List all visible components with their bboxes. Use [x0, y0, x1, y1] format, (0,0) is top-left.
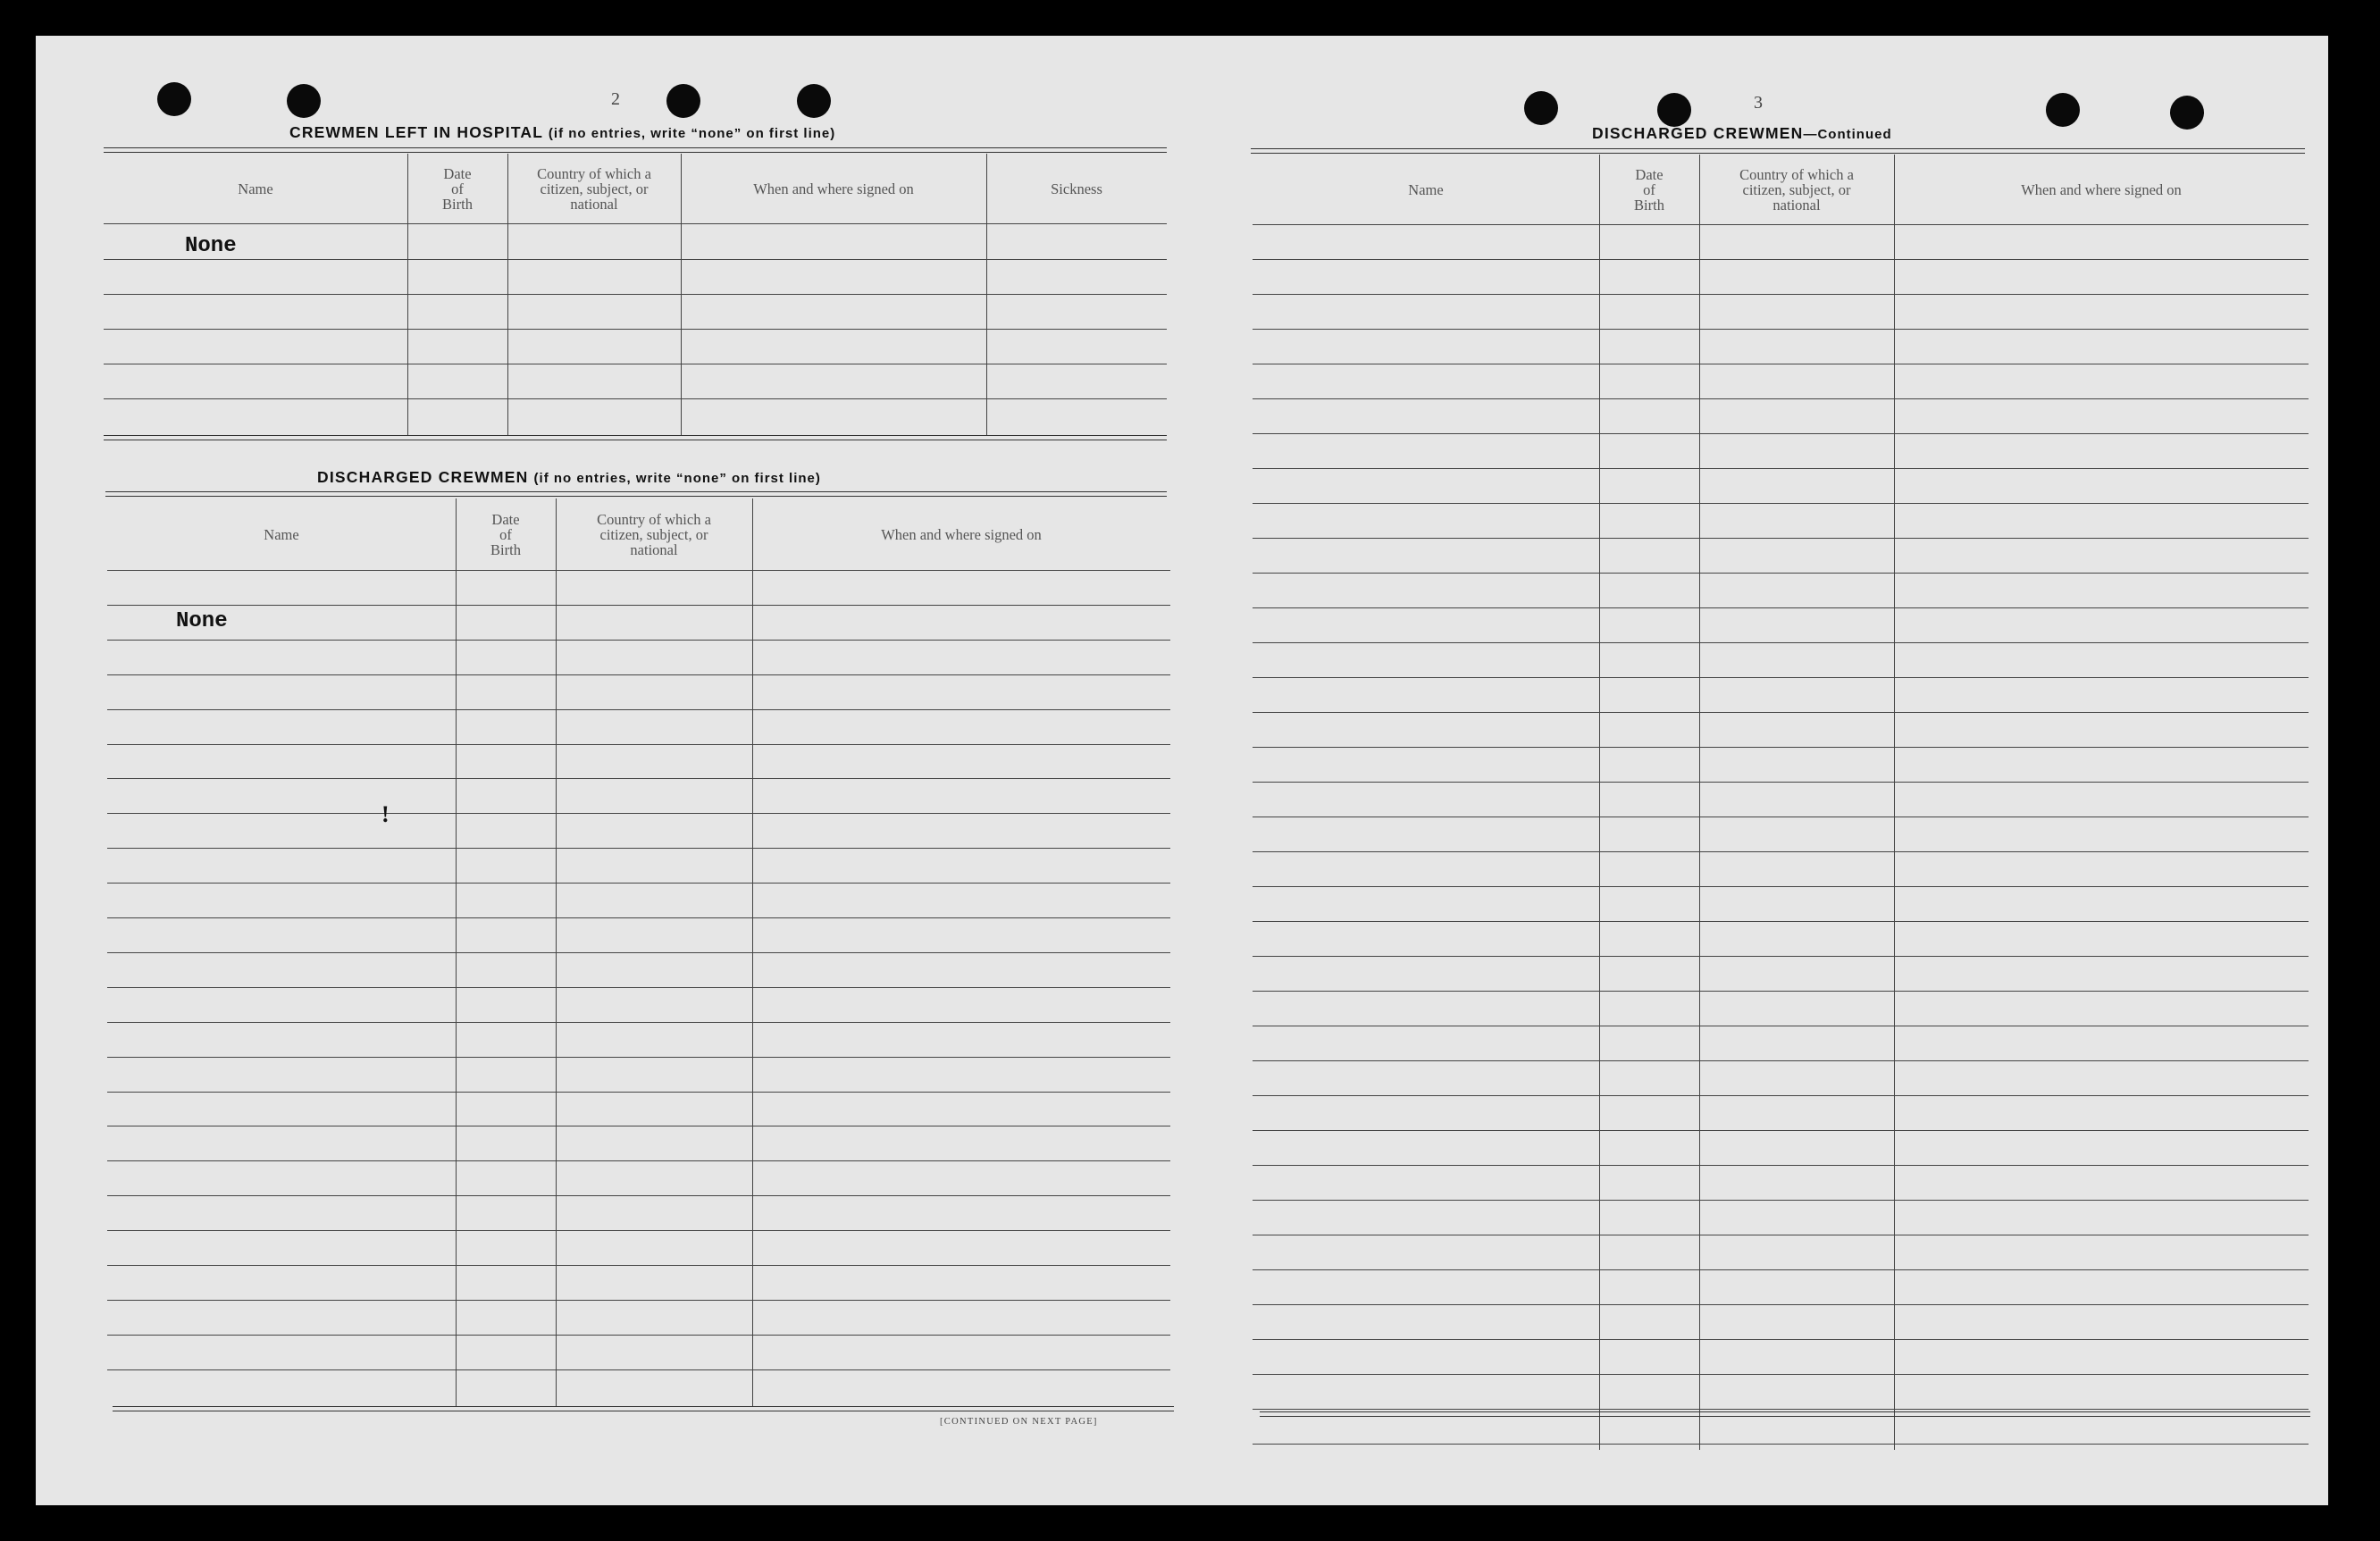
- row-line: [1253, 747, 2309, 748]
- continued-top-rule: [1251, 148, 2305, 154]
- row-line: [1253, 503, 2309, 504]
- row-line: [107, 605, 1170, 606]
- row-line: [1253, 642, 2309, 643]
- continued-note: [CONTINUED ON NEXT PAGE]: [940, 1417, 1098, 1427]
- row-line: [107, 1369, 1170, 1370]
- column-divider: [1699, 155, 1700, 1450]
- punch-hole: [2170, 96, 2204, 130]
- row-line: [1253, 1130, 2309, 1131]
- column-header-name: Name: [1408, 180, 1444, 198]
- page-number-right: 3: [1754, 93, 1763, 113]
- row-line: [107, 1300, 1170, 1301]
- row-line: [107, 1022, 1170, 1023]
- hospital-heading: [289, 123, 835, 142]
- row-line: [1253, 886, 2309, 887]
- continued-suffix: —Continued: [1803, 127, 1892, 142]
- row-line: [1253, 991, 2309, 992]
- continued-table: [1253, 155, 2309, 1450]
- column-header-sickness: Sickness: [1051, 180, 1102, 197]
- row-line: [1253, 1095, 2309, 1096]
- row-line: [107, 1057, 1170, 1058]
- hospital-title: CREWMEN LEFT IN HOSPITAL: [289, 123, 543, 141]
- punch-hole: [287, 84, 321, 118]
- row-line: [107, 813, 1170, 814]
- row-line: [1253, 294, 2309, 295]
- discharged-entry: None: [176, 609, 228, 633]
- row-line: [1253, 607, 2309, 608]
- row-line: [107, 917, 1170, 918]
- hospital-entry: None: [185, 234, 237, 258]
- column-header-country: Country of which a citizen, subject, or national: [597, 510, 711, 558]
- row-line: [107, 1092, 1170, 1093]
- row-line: [107, 1230, 1170, 1231]
- row-line: [1253, 1339, 2309, 1340]
- column-divider: [1599, 155, 1600, 1450]
- discharged-instruction: (if no entries, write “none” on first line): [533, 471, 821, 486]
- row-line: [107, 952, 1170, 953]
- row-line: [1253, 1269, 2309, 1270]
- row-line: [107, 1335, 1170, 1336]
- row-line: [1253, 956, 2309, 957]
- row-line: [1253, 398, 2309, 399]
- punch-hole: [1524, 91, 1558, 125]
- row-line: [1253, 921, 2309, 922]
- row-line: [107, 778, 1170, 779]
- row-line: [1253, 712, 2309, 713]
- column-header-signed-on: When and where signed on: [2021, 180, 2182, 198]
- row-line: [1253, 1060, 2309, 1061]
- page-number-left: 2: [611, 89, 620, 109]
- hospital-instruction: (if no entries, write “none” on first line): [548, 126, 836, 141]
- row-line: [107, 744, 1170, 745]
- row-line: [107, 674, 1170, 675]
- row-line: [107, 709, 1170, 710]
- hospital-top-rule: [104, 147, 1167, 153]
- row-line: [1253, 851, 2309, 852]
- punch-hole: [666, 84, 700, 118]
- column-header-country: Country of which a citizen, subject, or national: [537, 164, 651, 213]
- column-divider: [1894, 155, 1895, 1450]
- row-line: [1253, 468, 2309, 469]
- ledger-paper: [36, 36, 2328, 1505]
- column-header-country: Country of which a citizen, subject, or national: [1739, 165, 1854, 214]
- continued-bottom-rule: [1260, 1411, 2310, 1417]
- discharged-table: [107, 498, 1170, 1406]
- row-line: [1253, 1444, 2309, 1445]
- row-line: [107, 640, 1170, 641]
- column-header-signed-on: When and where signed on: [881, 525, 1042, 543]
- row-line: [1253, 1374, 2309, 1375]
- row-line: [104, 329, 1167, 330]
- row-line: [1253, 433, 2309, 434]
- continued-heading: [1592, 124, 1892, 143]
- row-line: [1253, 573, 2309, 574]
- row-line: [1253, 224, 2309, 225]
- column-header-date-of-birth: Date of Birth: [1634, 165, 1664, 214]
- column-header-date-of-birth: Date of Birth: [490, 510, 521, 558]
- discharged-heading: [317, 468, 821, 487]
- punch-hole: [2046, 93, 2080, 127]
- row-line: [1253, 1409, 2309, 1410]
- ink-mark: !: [381, 801, 390, 827]
- row-line: [1253, 329, 2309, 330]
- row-line: [107, 883, 1170, 884]
- row-line: [1253, 677, 2309, 678]
- discharged-bottom-rule: [113, 1406, 1174, 1411]
- column-header-date-of-birth: Date of Birth: [442, 164, 473, 213]
- column-header-name: Name: [264, 525, 299, 543]
- row-line: [107, 848, 1170, 849]
- hospital-table: [104, 154, 1167, 435]
- row-line: [107, 1195, 1170, 1196]
- column-header-signed-on: When and where signed on: [753, 180, 914, 197]
- column-header-name: Name: [238, 180, 273, 197]
- row-line: [1253, 1165, 2309, 1166]
- punch-hole: [1657, 93, 1691, 127]
- row-line: [1253, 1200, 2309, 1201]
- row-line: [1253, 1304, 2309, 1305]
- row-line: [1253, 259, 2309, 260]
- row-line: [1253, 538, 2309, 539]
- hospital-bottom-rule: [104, 435, 1167, 440]
- row-line: [104, 398, 1167, 399]
- row-line: [104, 294, 1167, 295]
- row-line: [104, 223, 1167, 224]
- discharged-top-rule: [105, 491, 1167, 497]
- row-line: [107, 987, 1170, 988]
- row-line: [107, 570, 1170, 571]
- row-line: [107, 1265, 1170, 1266]
- row-line: [1253, 782, 2309, 783]
- row-line: [104, 259, 1167, 260]
- punch-hole: [157, 82, 191, 116]
- punch-hole: [797, 84, 831, 118]
- continued-title: DISCHARGED CREWMEN: [1592, 124, 1804, 142]
- discharged-title: DISCHARGED CREWMEN: [317, 468, 529, 486]
- row-line: [107, 1160, 1170, 1161]
